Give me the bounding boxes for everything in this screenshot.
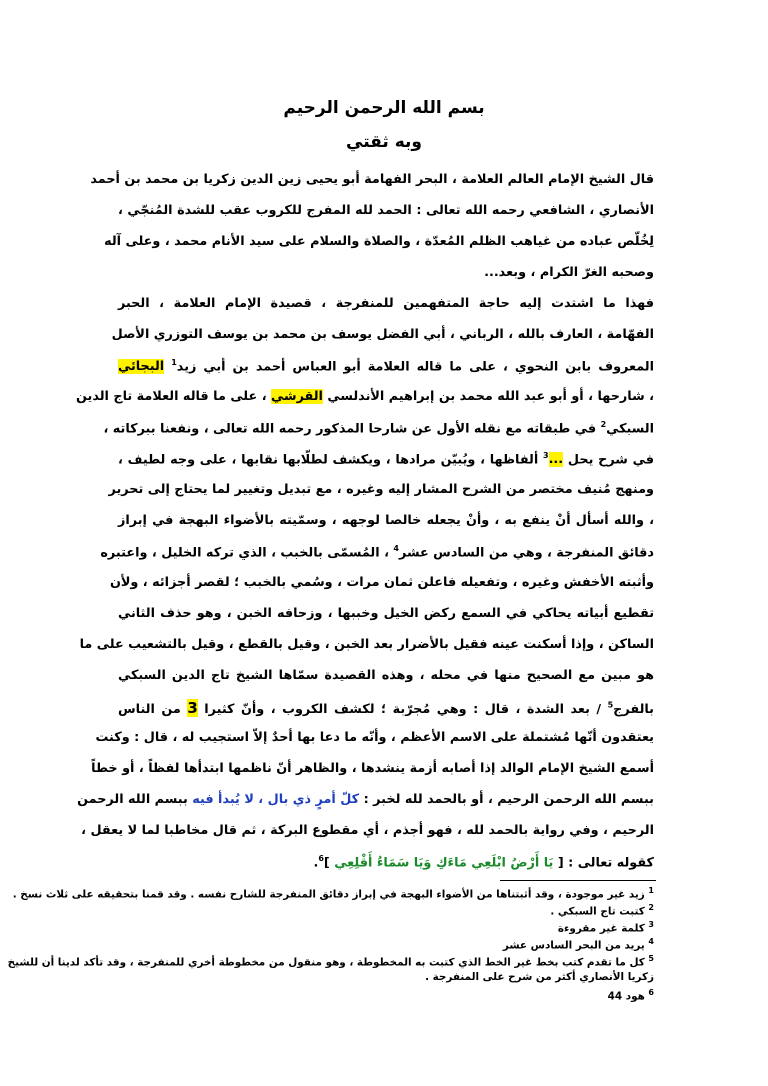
footnote-ref[interactable]: 4 (393, 544, 399, 553)
text-segment: ببسم الله الرحمن (77, 792, 188, 807)
footnote-ref[interactable]: 5 (607, 700, 614, 710)
text-segment: ، شارحها ، أو أبو عبد الله محمد بن إبراهيم الأندلسي (327, 389, 654, 404)
footnote-ref[interactable]: 2 (600, 420, 607, 429)
text-line: الفهّامة ، العارف بالله ، الرباني ، أبي الفضل يوسف بن محمد بن يوسف التوزري الأصل (111, 327, 654, 342)
footnote-ref[interactable]: 1 (171, 358, 177, 367)
text-line: هو مبين مع الصحيح منها في محله ، وهذه القصيدة سمّاها الشيخ تاج الدين السبكي (118, 668, 654, 683)
footnote (118, 920, 654, 934)
footnote-number: 6 (648, 988, 654, 997)
quran-verse: يَا أَرْضُ ابْلَعِي مَاءَكِ وَيَا سَمَاءُ أَقْلِعِي (334, 855, 554, 871)
text-segment: / بعد الشدة ، قال : وهي مُجرّبة ؛ لكشف الكروب ، وأنّ كثيرا (204, 702, 602, 717)
footnote-number: 4 (648, 937, 654, 946)
text-line (76, 389, 654, 404)
text-line: وأثبته الأخفش وغيره ، وتفعيله فاعلن ثمان مرات ، وسُمي بالخبب ؛ لقصر أجزائه ، ولأن (109, 575, 654, 590)
text-line (100, 544, 654, 561)
text-segment: دقائق المنفرجة ، وهي من السادس عشر (398, 545, 654, 561)
text-segment: ] (323, 855, 330, 871)
text-line: ، والله أسأل أنْ ينفع به ، وأنْ يجعله خالصا لوجهه ، وسمّيته بالأضواء البهجة في إبراز (118, 513, 654, 528)
text-segment: بالفرج (613, 702, 654, 717)
text-segment: في شرح يحل (567, 452, 654, 468)
text-segment: ببسم الله الرحمن الرحيم ، أو بالحمد لله لخبر : (363, 792, 654, 807)
text-segment: ألفاظها ، ويُبيّن مرادها ، ويكشف لطلّابها نقابها ، على وجه لطيف ، (118, 452, 539, 468)
text-segment: . (313, 855, 319, 871)
text-line (118, 451, 654, 467)
text-line: قال الشيخ الإمام العالم العلامة ، البحر الفهامة أبو يحيى زين الدين زكريا بن محمد بن أحمد (90, 172, 654, 187)
text-line: تقطيع أبياته يحاكي في السمع ركض الخيل وخببها ، وزحافه الخبن ، وهو حذف الثاني (118, 606, 654, 621)
footnote-text: زكريا الأنصاري أكثر من شرح على المنفرجة . (425, 971, 654, 983)
text-segment: المعروف بابن النحوي ، على ما قاله العلامة أبو العباس أحمد بن أبي زيد (176, 359, 654, 375)
text-line: لِخُلّص عباده من غياهب الظلم المُعدّة ، والصلاة والسلام على سيد الأنام محمد ، وعلى آله (104, 234, 654, 249)
footnote-text: كل ما تقدم كتب بخط غير الخط الذي كتبت به المخطوطة ، وهو منقول من مخطوطة أخري للمنفرجة ، وقد تأكد لدينا أن للشيخ (7, 956, 645, 969)
text-line: أسمع الشيخ الإمام الوالد إذا أصابه أزمة ينشدها ، والظاهر أنّ ناظمها ابتدأها لفظاً ، أو خطاً (91, 761, 654, 776)
highlighted-ellipsis: ... (548, 452, 564, 468)
footnote (118, 988, 654, 1002)
text-line: ومنهج مُنيف مختصر من الشرح المشار إليه وغيره ، مع تبديل وتغيير لما يحتاج إلى تحرير (108, 482, 654, 497)
text-line: الأنصاري ، الشافعي رحمه الله تعالى : الحمد لله المفرج للكروب عقب للشدة المُنجّي ، (118, 203, 654, 218)
text-segment: ، المُسمّى بالخبب ، الذي تركه الخليل ، واعتبره (100, 545, 389, 561)
text-line: الساكن ، وإذا أسكنت عينه فقيل بالأضرار بعد الخبن ، وقيل بالقطع ، وقيل بالتشعيب على ما (79, 637, 654, 652)
footnote-divider (500, 880, 656, 881)
text-segment: كقوله تعالى : [ (557, 855, 654, 871)
footnote-number: 1 (648, 886, 654, 895)
text-segment: السبكي (606, 421, 654, 437)
text-line (118, 358, 654, 374)
text-line: يعتقدون أنّها مُشتملة على الاسم الأعظم ، وأنّه ما دعا بها أحدٌ إلاّ استجيب له ، قال : وكنت (95, 730, 654, 745)
footnote-number: 2 (648, 903, 654, 912)
footnote-text: كتبت تاج السبكي . (550, 905, 645, 918)
footnote (12, 886, 654, 901)
highlighted-word: البجائي (118, 359, 165, 375)
footnote-text: زيد غير موجودة ، وقد أثبتناها من الأضواء البهجة في إبراز دقائق المنفرجة للشارح نفسه . وقد قمنا بتحقيقه على ثلاث نسخ . (12, 888, 645, 901)
text-segment: من الناس (118, 702, 181, 717)
text-line (103, 420, 654, 437)
text-line: الرحيم ، وفي رواية بالحمد لله ، فهو أجذم ، أي مقطوع البركة ، ثم قال مخاطبا لما لا يعقل ، (81, 823, 654, 838)
thiqati-heading: وبه ثقتي (346, 132, 422, 152)
footnote (118, 903, 654, 917)
highlighted-word: القرشي (271, 389, 323, 404)
text-line: فهذا ما اشتدت إليه حاجة المتفهمين للمنفرجة ، قصيدة الإمام العلامة ، الحبر (118, 296, 654, 311)
text-segment: في طبقاته مع نقله الأول عن شارحا المذكور رحمه الله تعالى ، ونفعنا ببركاته ، (103, 421, 597, 437)
text-line (77, 792, 654, 807)
footnote-ref[interactable]: 3 (542, 451, 549, 460)
footnote-ref[interactable]: 6 (318, 854, 324, 863)
hadith-quote: كلّ أمرٍ ذي بال ، لا يُبدأ فيه (192, 792, 360, 807)
text-segment: ، على ما قاله العلامة تاج الدين (76, 389, 267, 404)
text-line (118, 699, 654, 717)
highlighted-number: 3 (187, 699, 198, 717)
footnote-text: كلمة غير مقروءة (557, 922, 645, 935)
footnote-number: 5 (648, 954, 654, 963)
footnote-text: هود 44 (607, 990, 645, 1003)
text-line (118, 854, 654, 870)
footnote (118, 971, 654, 983)
footnote (7, 954, 654, 969)
footnote (118, 937, 654, 951)
footnote-number: 3 (648, 920, 654, 929)
footnote-text: يريد من البحر السادس عشر (502, 939, 645, 952)
text-line: وصحبه الغرّ الكرام ، وبعد... (484, 265, 654, 280)
basmala-heading: بسم الله الرحمن الرحيم (283, 98, 485, 118)
